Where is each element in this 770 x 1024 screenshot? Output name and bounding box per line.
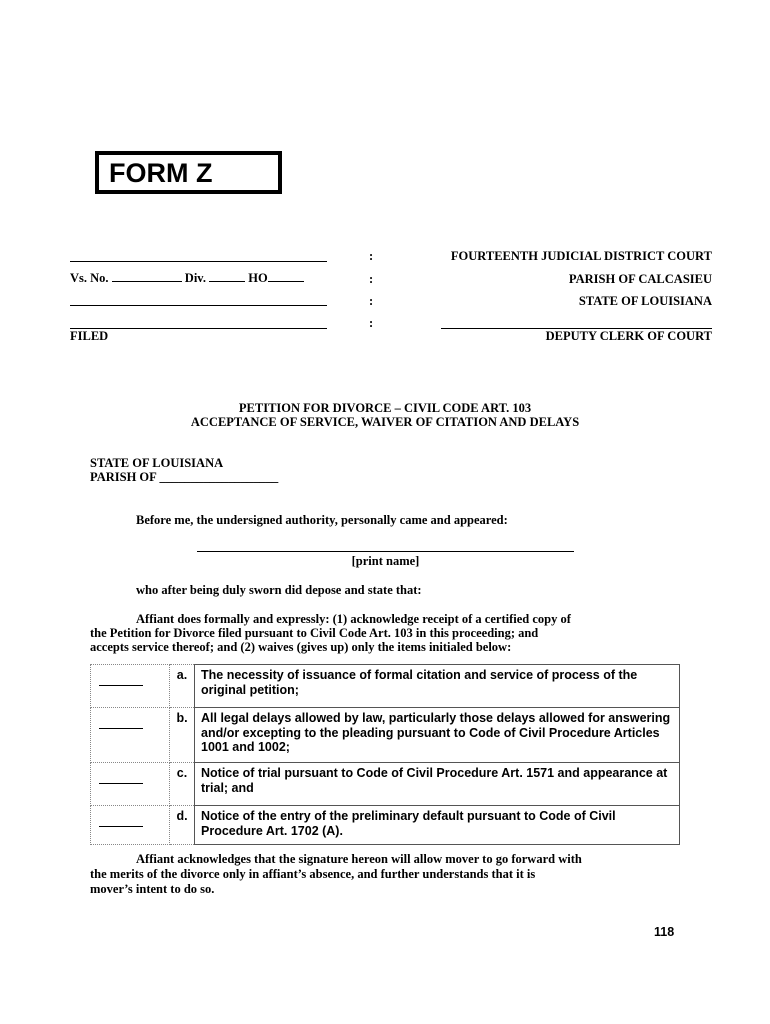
closing-paragraph-line3: mover’s intent to do so. (90, 882, 215, 896)
court-name: FOURTEENTH JUDICIAL DISTRICT COURT (450, 249, 712, 263)
item-letter: b. (170, 708, 195, 763)
document-title-line1: PETITION FOR DIVORCE – CIVIL CODE ART. 103 (238, 401, 532, 415)
waiver-item-row (91, 708, 680, 763)
affiant-paragraph-line3: accepts service thereof; and (2) waives (gives up) only the items initialed below: (90, 640, 512, 654)
waiver-item-row (91, 806, 680, 845)
sworn-statement: who after being duly sworn did depose and state that: (136, 583, 422, 597)
filed-label: FILED (70, 329, 109, 343)
parish-name: PARISH OF CALCASIEU (568, 272, 712, 286)
venue-state: STATE OF LOUISIANA (90, 456, 224, 470)
item-letter: a. (170, 665, 195, 708)
initials-blank[interactable] (91, 665, 170, 708)
vs-no-label: Vs. No. (70, 271, 109, 285)
item-text: All legal delays allowed by law, particularly those delays allowed for answering and/or excepting to the pleading pursuant to Code of Civil Procedure Articles 1001 and 1002; (195, 708, 680, 763)
case-number-field[interactable] (112, 281, 182, 282)
ho-field[interactable] (268, 281, 304, 282)
defendant-line[interactable] (70, 305, 327, 306)
division-field[interactable] (209, 281, 245, 282)
print-name-line[interactable] (197, 551, 574, 552)
caption-colon: : (369, 272, 374, 286)
affiant-paragraph-line2: the Petition for Divorce filed pursuant to Civil Code Art. 103 in this proceeding; and (90, 626, 539, 640)
page-number: 118 (654, 925, 675, 939)
caption-colon: : (369, 294, 374, 308)
document-title-line2: ACCEPTANCE OF SERVICE, WAIVER OF CITATION AND DELAYS (190, 415, 580, 429)
div-label: Div. (184, 271, 206, 285)
form-label-box (95, 151, 282, 194)
closing-paragraph-line2: the merits of the divorce only in affiant’s absence, and further understands that it is (90, 867, 536, 881)
appeared-statement: Before me, the undersigned authority, personally came and appeared: (136, 513, 508, 527)
filed-line[interactable] (70, 328, 327, 329)
item-letter: c. (170, 763, 195, 806)
deputy-clerk-label: DEPUTY CLERK OF COURT (545, 329, 712, 343)
item-letter: d. (170, 806, 195, 845)
ho-label: HO (248, 271, 268, 285)
print-name-label: [print name] (351, 554, 420, 568)
state-name: STATE OF LOUISIANA (578, 294, 712, 308)
item-text: Notice of the entry of the preliminary default pursuant to Code of Civil Procedure Art. 1702 (A). (195, 806, 680, 845)
venue-parish: PARISH OF ___________________ (90, 470, 279, 484)
form-label: FORM Z (109, 158, 213, 188)
caption-colon: : (369, 316, 374, 330)
closing-paragraph-line1: Affiant acknowledges that the signature hereon will allow mover to go forward with (136, 852, 582, 866)
item-text: The necessity of issuance of formal citation and service of process of the original petition; (195, 665, 680, 708)
caption-colon: : (369, 249, 374, 263)
case-number-row (70, 271, 340, 286)
affiant-paragraph-line1: Affiant does formally and expressly: (1) acknowledge receipt of a certified copy of (136, 612, 571, 626)
initials-blank[interactable] (91, 708, 170, 763)
initials-blank[interactable] (91, 806, 170, 845)
waiver-items-table (90, 664, 680, 845)
waiver-item-row (91, 665, 680, 708)
item-text: Notice of trial pursuant to Code of Civil Procedure Art. 1571 and appearance at trial; and (195, 763, 680, 806)
plaintiff-line[interactable] (70, 261, 327, 262)
initials-blank[interactable] (91, 763, 170, 806)
waiver-item-row (91, 763, 680, 806)
